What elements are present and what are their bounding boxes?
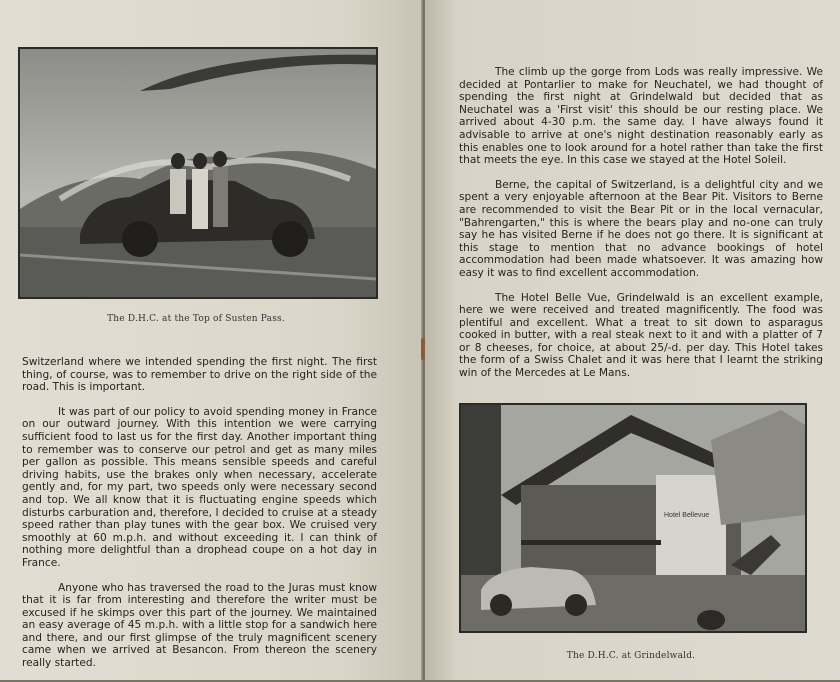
paragraph: The Hotel Belle Vue, Grindelwald is an excellent example, here we were received and treated magnificently. The food was plentiful and excellent. What a treat to sit down to asparagus cooked in butter, with a real steak next to it and with a platter of 7 or 8 cheeses, for choice, at about 25/-d. per day. This Hotel takes the form of a Swiss Chalet and it was here that I learnt the striking win of the Mercedes at Le Mans. — [459, 291, 823, 380]
right-page — [425, 0, 840, 680]
right-page-body — [459, 66, 823, 392]
paragraph: Switzerland where we intended spending the first night. The first thing, of course, was to remember to drive on the right side of the road. This is important. — [22, 356, 377, 394]
paragraph: The climb up the gorge from Lods was really impressive. We decided at Pontarlier to make for Neuchatel, we had thought of spending the first night at Grindelwald but decided that as Neuchatel was a 'First visit' this should be our resting place. We arrived about 4-30 p.m. the same day. I have always found it advisable to arrive at one's night destination reasonably early as this enables one to look around for a hotel rather than take the first that meets the eye. In this case we stayed at the Hotel Soleil. — [459, 66, 823, 167]
photo-caption: The D.H.C. at Grindelwald. — [566, 651, 696, 661]
paragraph: It was part of our policy to avoid spending money in France on our outward journey. With this intention we were carrying sufficient food to last us for the first day. Another important thing to remember was to conserve our petrol and get as many miles per gallon as possible. This means sensible speeds and careful driving habits, use the brakes only when necessary, accelerate gently and, for my part, two speeds only were necessary second and top. We all know that it is fluctuating engine speeds which disturbs carburation and, therefore, I decided to cruise at a steady speed rather than play tunes with the gear box. We cruised very smoothly at 60 m.p.h. and without exceeding it. I can think of nothing more delightful than a drophead coupe on a hot day in France. — [22, 405, 377, 569]
grindelwald-photo — [459, 403, 807, 633]
hotel-sign-text: Hotel Bellevue — [664, 512, 710, 519]
paragraph: Berne, the capital of Switzerland, is a delightful city and we spent a very enjoyable afternoon at the Bear Pit. Visitors to Berne are recommended to visit the Bear Pit or in the local vernacular, "Bahrengarten," this is where the bears play and no-one can truly say he has visited Berne if he does not go there. It is significant at this stage to mention that no advance bookings of hotel accommodation had been made whatsoever. It was amazing how easy it was to find excellent accommodation. — [459, 178, 823, 279]
photo-caption: The D.H.C. at the Top of Susten Pass. — [107, 314, 285, 324]
susten-pass-photo — [18, 47, 378, 299]
paragraph: Anyone who has traversed the road to the Juras must know that it is far from interesting and therefore the writer must be excused if he skimps over this part of the journey. We maintained an easy average of 45 m.p.h. with a little stop for a sandwich here and there, and our first glimpse of the truly magnificent scenery came when we arrived at Besancon. From thereon the scenery really started. — [22, 581, 377, 670]
left-page-body — [22, 356, 377, 682]
